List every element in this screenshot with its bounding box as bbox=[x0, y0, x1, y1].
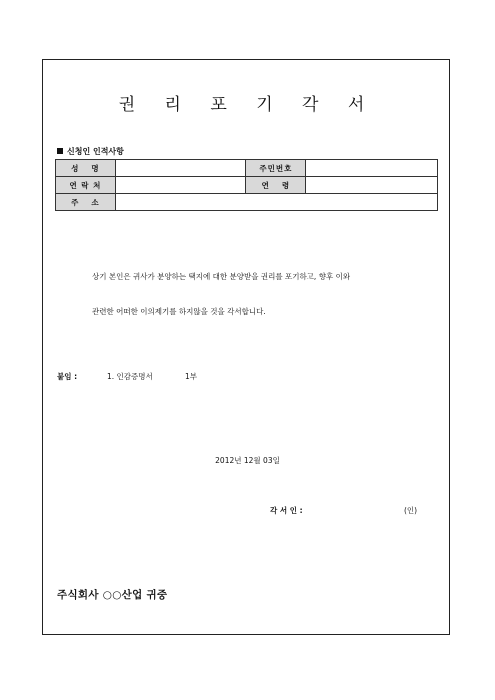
body-text-line-1: 상기 본인은 귀사가 분양하는 택지에 대한 분양받을 권리를 포기하고, 향후 이와 bbox=[92, 272, 351, 281]
table-row bbox=[56, 194, 438, 211]
square-bullet-icon bbox=[57, 148, 63, 154]
section-heading bbox=[57, 146, 124, 157]
document-date: 2012년 12월 03일 bbox=[215, 456, 280, 465]
seal-mark: (인) bbox=[404, 506, 418, 515]
rrn-field[interactable] bbox=[306, 160, 438, 177]
contact-field[interactable] bbox=[115, 177, 246, 194]
name-label: 성 명 bbox=[56, 160, 116, 177]
recipient: 주식회사 ○○산업 귀중 bbox=[57, 589, 168, 601]
rrn-label: 주민번호 bbox=[246, 160, 306, 177]
age-label: 연 령 bbox=[246, 177, 306, 194]
attachment-item: 1. 인감증명서 bbox=[107, 372, 153, 381]
body-text-line-2: 관련한 어떠한 이의제기를 하지않을 것을 각서합니다. bbox=[92, 307, 266, 316]
age-field[interactable] bbox=[306, 177, 438, 194]
name-field[interactable] bbox=[115, 160, 246, 177]
applicant-info-table bbox=[55, 159, 438, 211]
section-heading-text: 신청인 인적사항 bbox=[67, 147, 124, 156]
table-row bbox=[56, 177, 438, 194]
contact-label: 연 락 처 bbox=[56, 177, 116, 194]
document-title: 권 리 포 기 각 서 bbox=[118, 95, 377, 115]
attachment-label: 붙임 : bbox=[57, 372, 78, 381]
signer-label: 각 서 인 : bbox=[270, 506, 303, 515]
table-row bbox=[56, 160, 438, 177]
address-label: 주 소 bbox=[56, 194, 116, 211]
attachment-quantity: 1부 bbox=[185, 372, 198, 381]
address-field[interactable] bbox=[115, 194, 437, 211]
